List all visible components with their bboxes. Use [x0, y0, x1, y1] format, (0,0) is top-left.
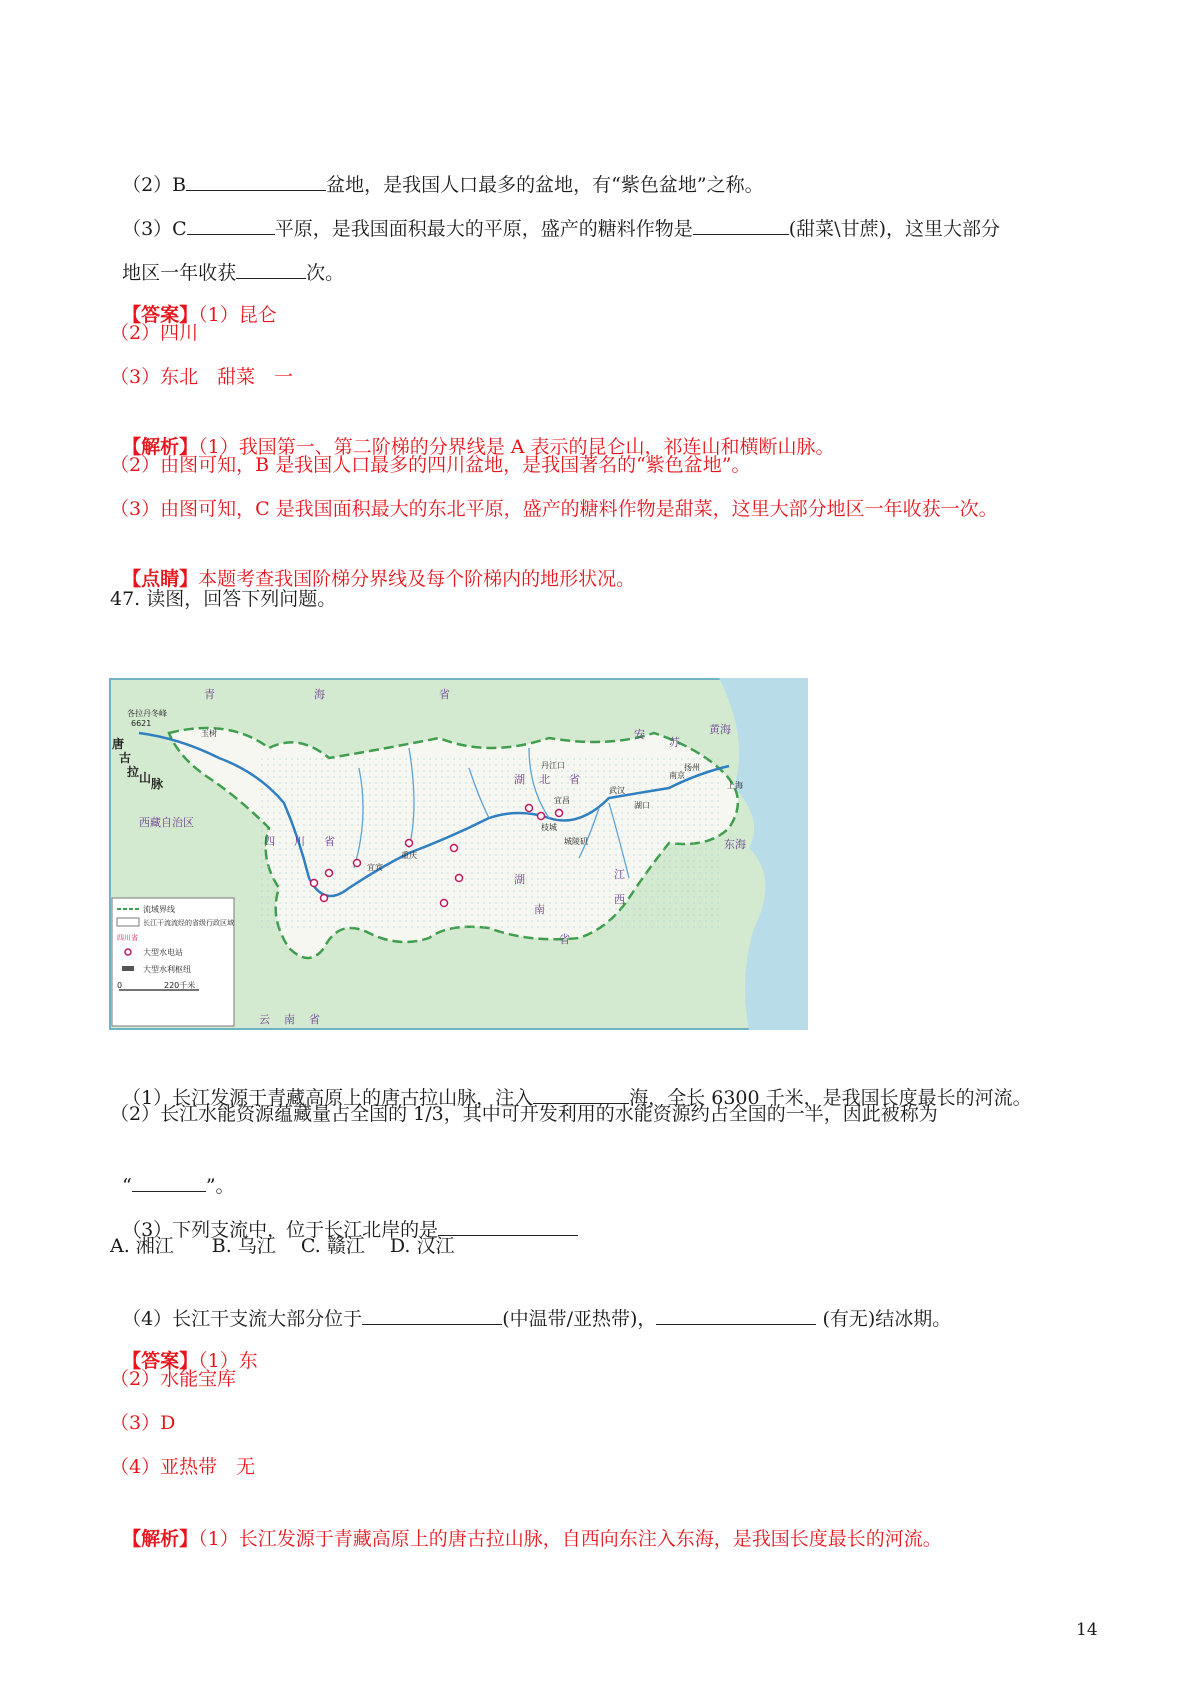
map-place: 山 — [139, 771, 152, 785]
q46-sub2: （2）B 盆地，是我国人口最多的盆地，有“紫色盆地”之称。 — [110, 144, 764, 198]
q46-answer-3: （3）东北 甜菜 一 — [110, 366, 294, 388]
legend-item: 0 — [117, 981, 123, 990]
map-place: 拉 — [127, 765, 140, 779]
map-label: 云 — [259, 1013, 270, 1026]
q47-sub4: （4）长江干支流大部分位于 (中温带/亚热带)， (有无)结冰期。 — [110, 1278, 951, 1332]
legend-item: 大型水利枢纽 — [143, 965, 191, 974]
q47-answer-3: （3）D — [110, 1412, 176, 1434]
q46-analysis-1: 【解析】（1）我国第一、第二阶梯的分界线是 A 表示的昆仑山，祁连山和横断山脉。 — [122, 436, 835, 458]
map-legend — [112, 898, 234, 1026]
map-label: 黄海 — [709, 723, 731, 736]
legend-item: 四川省 — [117, 934, 138, 942]
blank[interactable] — [362, 1304, 502, 1325]
q46-sub3: （3）C 平原，是我国面积最大的平原，盛产的糖料作物是 (甜菜\甘蔗)，这里大部分 — [110, 188, 1000, 242]
map-label: 省 — [559, 933, 570, 946]
map-place: 武汉 — [609, 786, 625, 795]
map-place: 唐 — [112, 737, 125, 751]
map-label: 北 — [539, 773, 550, 786]
q47-analysis-1: 【解析】（1）长江发源于青藏高原上的唐古拉山脉，自西向东注入东海，是我国长度最长的河流。 — [122, 1528, 942, 1550]
q47-sub3: （3）下列支流中，位于长江北岸的是 — [110, 1189, 578, 1243]
map-label: 西藏自治区 — [139, 816, 194, 829]
blank[interactable] — [693, 214, 789, 235]
map-label: 东海 — [724, 838, 746, 851]
map-label: 湖 — [514, 873, 525, 886]
map-label: 苏 — [669, 736, 680, 749]
map-label: 海 — [314, 688, 325, 701]
map-label: 省 — [324, 835, 335, 848]
yangtze-river-map — [109, 678, 808, 1030]
map-place: 宜昌 — [554, 796, 570, 805]
map-label: 青 — [204, 688, 215, 701]
legend-item: 220千米 — [164, 981, 196, 990]
q46-answer-1: 【答案】（1）昆仑 — [122, 304, 277, 326]
page-number: 14 — [1076, 1620, 1098, 1640]
q47-title: 47. 读图，回答下列问题。 — [110, 588, 337, 610]
blank[interactable] — [656, 1304, 816, 1325]
map-place: 扬州 — [684, 763, 700, 772]
q46-analysis-2: （2）由图可知，B 是我国人口最多的四川盆地，是我国著名的“紫色盆地”。 — [110, 454, 751, 476]
q47-sub2-cont: “ ”。 — [110, 1145, 235, 1199]
q47-options: A. 湘江 B. 乌江 C. 赣江 D. 汉江 — [110, 1235, 455, 1257]
map-label: 四 — [264, 835, 275, 848]
map-label: 江 — [614, 868, 625, 881]
map-label: 湖 — [514, 773, 525, 786]
legend-item: 长江干流流经的省级行政区域 — [143, 919, 234, 927]
q46-comment: 【点睛】本题考查我国阶梯分界线及每个阶梯内的地形状况。 — [122, 568, 636, 590]
map-label: 省 — [439, 688, 450, 701]
map-label: 省 — [569, 773, 580, 786]
blank[interactable] — [438, 1215, 578, 1236]
map-place: 重庆 — [401, 851, 417, 860]
map-place: 上海 — [727, 781, 743, 790]
map-place: 古 — [119, 751, 132, 765]
map-place: 南京 — [669, 771, 685, 780]
q46-sub3-cont: 地区一年收获 次。 — [110, 232, 344, 286]
map-place: 丹江口 — [541, 761, 565, 770]
map-label: 南 — [534, 903, 545, 916]
map-label: 南 — [284, 1013, 295, 1026]
map-label: 川 — [294, 835, 305, 848]
q47-sub2: （2）长江水能资源蕴藏量占全国的 1/3，其中可开发利用的水能资源约占全国的一半，因此被称为 — [110, 1103, 938, 1125]
map-place: 城陵矶 — [564, 837, 588, 846]
map-place: 脉 — [151, 777, 164, 791]
map-label: 西 — [614, 893, 625, 906]
map-place: 枝城 — [541, 823, 557, 832]
q46-analysis-3: （3）由图可知，C 是我国面积最大的东北平原，盛产的糖料作物是甜菜，这里大部分地区一年收获一次。 — [110, 498, 998, 520]
map-place: 各拉丹冬峰 — [127, 709, 167, 718]
map-place: 玉树 — [201, 729, 217, 738]
map-label: 省 — [309, 1013, 320, 1026]
map-place: 湖口 — [634, 801, 650, 810]
q47-sub1: （1）长江发源于青藏高原上的唐古拉山脉，注入 海，全长 6300 千米，是我国长度最长的河流。 — [110, 1057, 1032, 1111]
q47-answer-4: （4）亚热带 无 — [110, 1456, 256, 1478]
legend-item: 大型水电站 — [143, 948, 183, 957]
map-place: 宜宾 — [367, 863, 383, 872]
map-label: 安 — [634, 728, 645, 741]
legend-item: 流域界线 — [143, 905, 175, 914]
q47-answer-2: （2）水能宝库 — [110, 1368, 237, 1390]
q47-answer-1: 【答案】（1）东 — [122, 1350, 258, 1372]
q46-answer-2: （2）四川 — [110, 322, 199, 344]
map-place: 6621 — [131, 719, 152, 728]
